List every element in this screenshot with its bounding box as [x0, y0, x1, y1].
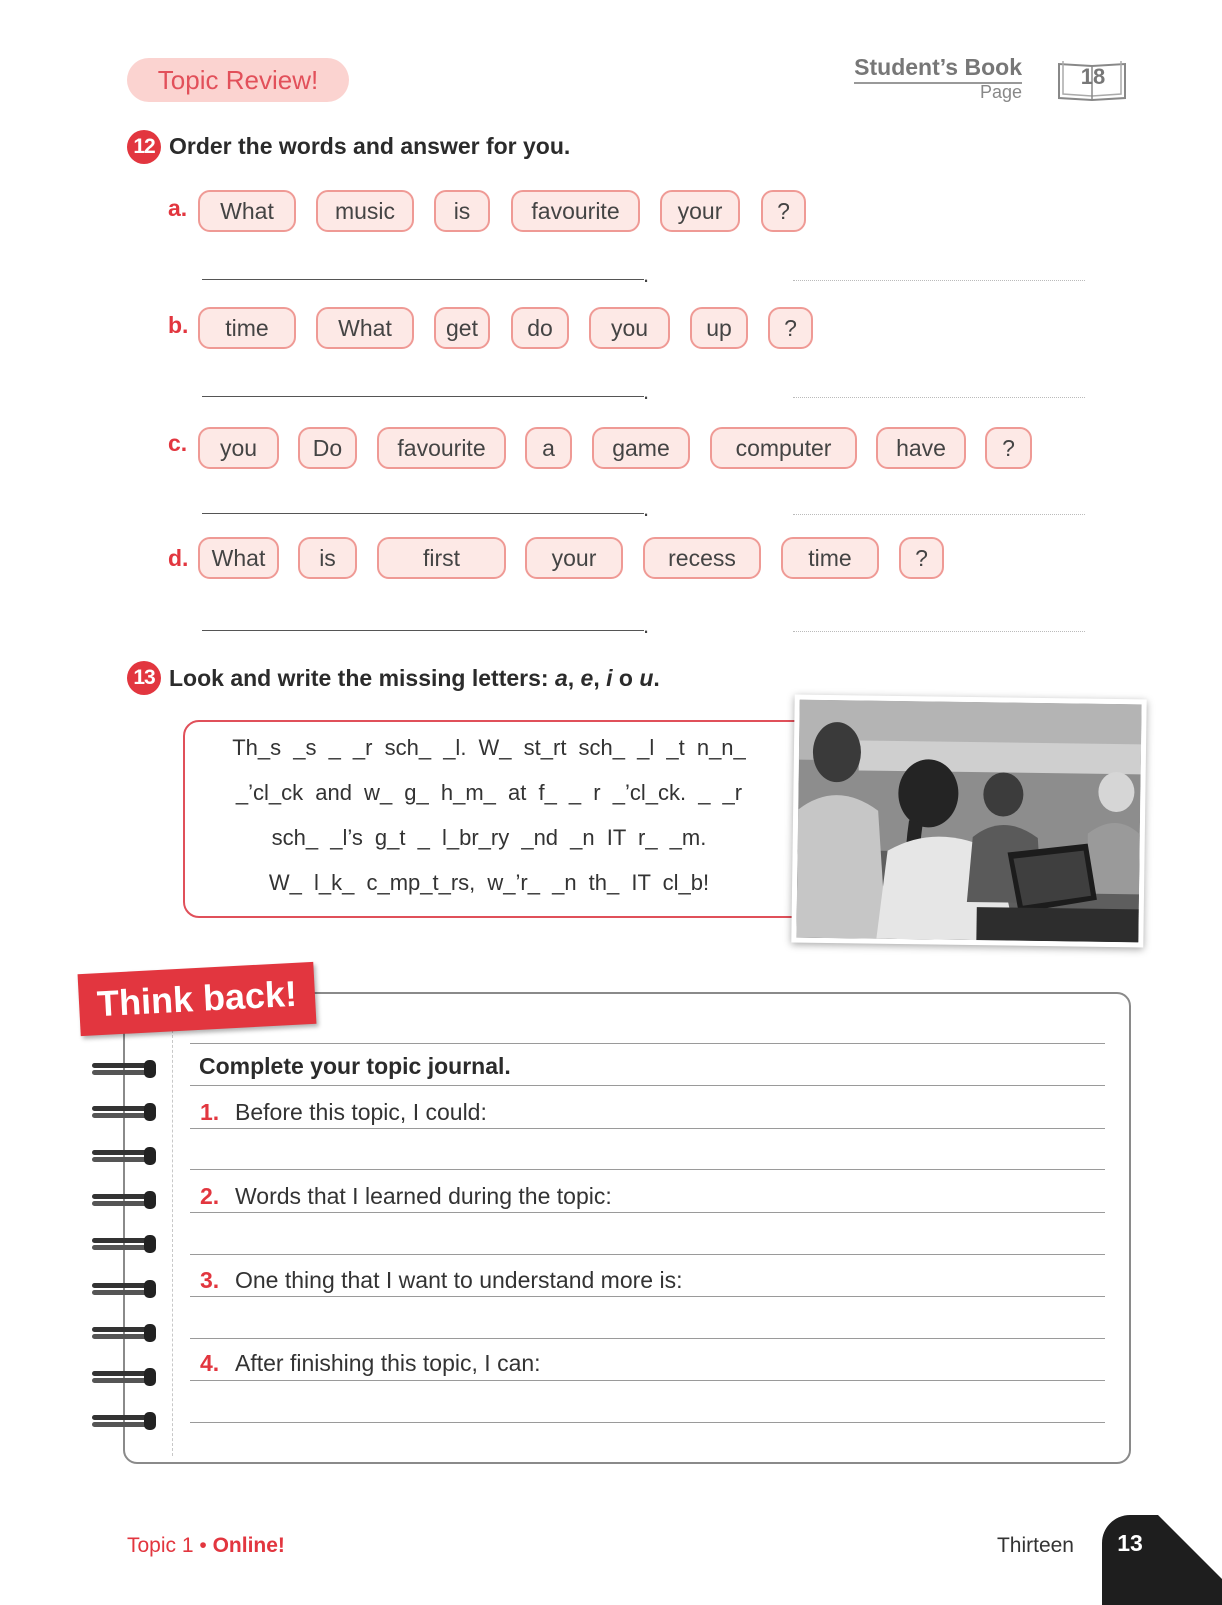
missing-letters-line-4[interactable]: W_ l_k_ c_mp_t_rs, w_’r_ _n th_ IT cl_b! — [268, 870, 710, 895]
journal-item-number-3: 3. — [200, 1267, 220, 1293]
footer-topic: Topic 1 • Online! — [127, 1534, 285, 1557]
personal-answer-line-c[interactable] — [793, 514, 1085, 515]
page-label: Page — [979, 82, 1022, 102]
answer-period: . — [643, 613, 650, 638]
journal-item-number-2: 2. — [200, 1183, 220, 1209]
word-tile[interactable]: you — [198, 427, 279, 469]
row-letter-c: c. — [168, 430, 188, 456]
journal-writing-line[interactable] — [190, 1422, 1105, 1423]
notebook-margin-line — [172, 1030, 173, 1456]
word-tile[interactable]: time — [781, 537, 879, 579]
word-tile[interactable]: get — [434, 307, 490, 349]
exercise-number-12: 12 — [127, 130, 161, 164]
journal-item-text-4: After finishing this topic, I can: — [235, 1350, 541, 1376]
word-tile[interactable]: is — [298, 537, 357, 579]
classroom-photo — [791, 695, 1146, 948]
journal-rule — [190, 1043, 1105, 1044]
word-tile[interactable]: have — [876, 427, 966, 469]
notebook-spiral-icon — [92, 1188, 160, 1212]
footer-page-word: Thirteen — [996, 1534, 1074, 1557]
word-tile[interactable]: What — [198, 190, 296, 232]
word-tile[interactable]: What — [316, 307, 414, 349]
word-tile[interactable]: What — [198, 537, 279, 579]
missing-letters-line-1[interactable]: Th_s _s _ _r sch_ _l. W_ st_rt sch_ _l _t n_n_ — [232, 735, 746, 760]
word-tile[interactable]: game — [592, 427, 690, 469]
journal-writing-line[interactable] — [190, 1296, 1105, 1297]
answer-line-a[interactable] — [202, 279, 644, 280]
row-letter-b: b. — [168, 312, 189, 338]
answer-period: . — [643, 262, 650, 287]
word-tile[interactable]: first — [377, 537, 506, 579]
notebook-spiral-icon — [92, 1144, 160, 1168]
notebook-spiral-icon — [92, 1409, 160, 1433]
word-tile[interactable]: up — [690, 307, 748, 349]
missing-letters-line-3[interactable]: sch_ _l’s g_t _ l_br_ry _nd _n IT r_ _m. — [271, 825, 707, 850]
notebook-spiral-icon — [92, 1232, 160, 1256]
row-letter-a: a. — [168, 195, 188, 221]
word-tile[interactable]: is — [434, 190, 490, 232]
journal-writing-line[interactable] — [190, 1169, 1105, 1170]
journal-writing-line[interactable] — [190, 1338, 1105, 1339]
notebook-spiral-icon — [92, 1321, 160, 1345]
word-tile[interactable]: favourite — [511, 190, 640, 232]
journal-writing-line[interactable] — [190, 1212, 1105, 1213]
page-corner-tab — [1102, 1515, 1222, 1605]
answer-line-d[interactable] — [202, 630, 644, 631]
word-tile[interactable]: computer — [710, 427, 857, 469]
topic-review-badge: Topic Review! — [127, 58, 349, 102]
personal-answer-line-d[interactable] — [793, 631, 1085, 632]
word-tile[interactable]: ? — [768, 307, 813, 349]
word-tile[interactable]: ? — [761, 190, 806, 232]
journal-item-number-4: 4. — [200, 1350, 220, 1376]
journal-item-number-1: 1. — [200, 1099, 220, 1125]
think-back-tag: Think back! — [78, 962, 317, 1036]
answer-period: . — [643, 379, 650, 404]
journal-writing-line[interactable] — [190, 1128, 1105, 1129]
notebook-spiral-icon — [92, 1057, 160, 1081]
answer-line-b[interactable] — [202, 396, 644, 397]
notebook-spiral-icon — [92, 1100, 160, 1124]
journal-rule — [190, 1085, 1105, 1086]
exercise-number-13: 13 — [127, 661, 161, 695]
word-tile[interactable]: a — [525, 427, 572, 469]
word-tile[interactable]: your — [660, 190, 740, 232]
journal-item-text-3: One thing that I want to understand more is: — [235, 1267, 683, 1293]
exercise-13-title: Look and write the missing letters: a, e, i o u. — [169, 665, 660, 691]
word-tile[interactable]: recess — [643, 537, 761, 579]
students-book-page-number: 18 — [1080, 64, 1106, 89]
word-tile[interactable]: favourite — [377, 427, 506, 469]
answer-period: . — [643, 496, 650, 521]
personal-answer-line-b[interactable] — [793, 397, 1085, 398]
word-tile[interactable]: you — [589, 307, 670, 349]
page-number: 13 — [1117, 1530, 1143, 1556]
journal-heading: Complete your topic journal. — [199, 1053, 511, 1079]
answer-line-c[interactable] — [202, 513, 644, 514]
students-book-label: Student’s Book — [854, 54, 1022, 84]
row-letter-d: d. — [168, 545, 189, 571]
journal-writing-line[interactable] — [190, 1380, 1105, 1381]
notebook-spiral-icon — [92, 1365, 160, 1389]
word-tile[interactable]: Do — [298, 427, 357, 469]
word-tile[interactable]: your — [525, 537, 623, 579]
word-tile[interactable]: ? — [899, 537, 944, 579]
notebook-spiral-icon — [92, 1277, 160, 1301]
exercise-12-title: Order the words and answer for you. — [169, 133, 571, 159]
personal-answer-line-a[interactable] — [793, 280, 1085, 281]
word-tile[interactable]: music — [316, 190, 414, 232]
journal-item-text-2: Words that I learned during the topic: — [235, 1183, 612, 1209]
missing-letters-line-2[interactable]: _’cl_ck and w_ g_ h_m_ at f_ _ r _’cl_ck. _ _r — [235, 780, 743, 805]
journal-writing-line[interactable] — [190, 1254, 1105, 1255]
journal-item-text-1: Before this topic, I could: — [235, 1099, 487, 1125]
word-tile[interactable]: do — [511, 307, 569, 349]
word-tile[interactable]: ? — [985, 427, 1032, 469]
word-tile[interactable]: time — [198, 307, 296, 349]
